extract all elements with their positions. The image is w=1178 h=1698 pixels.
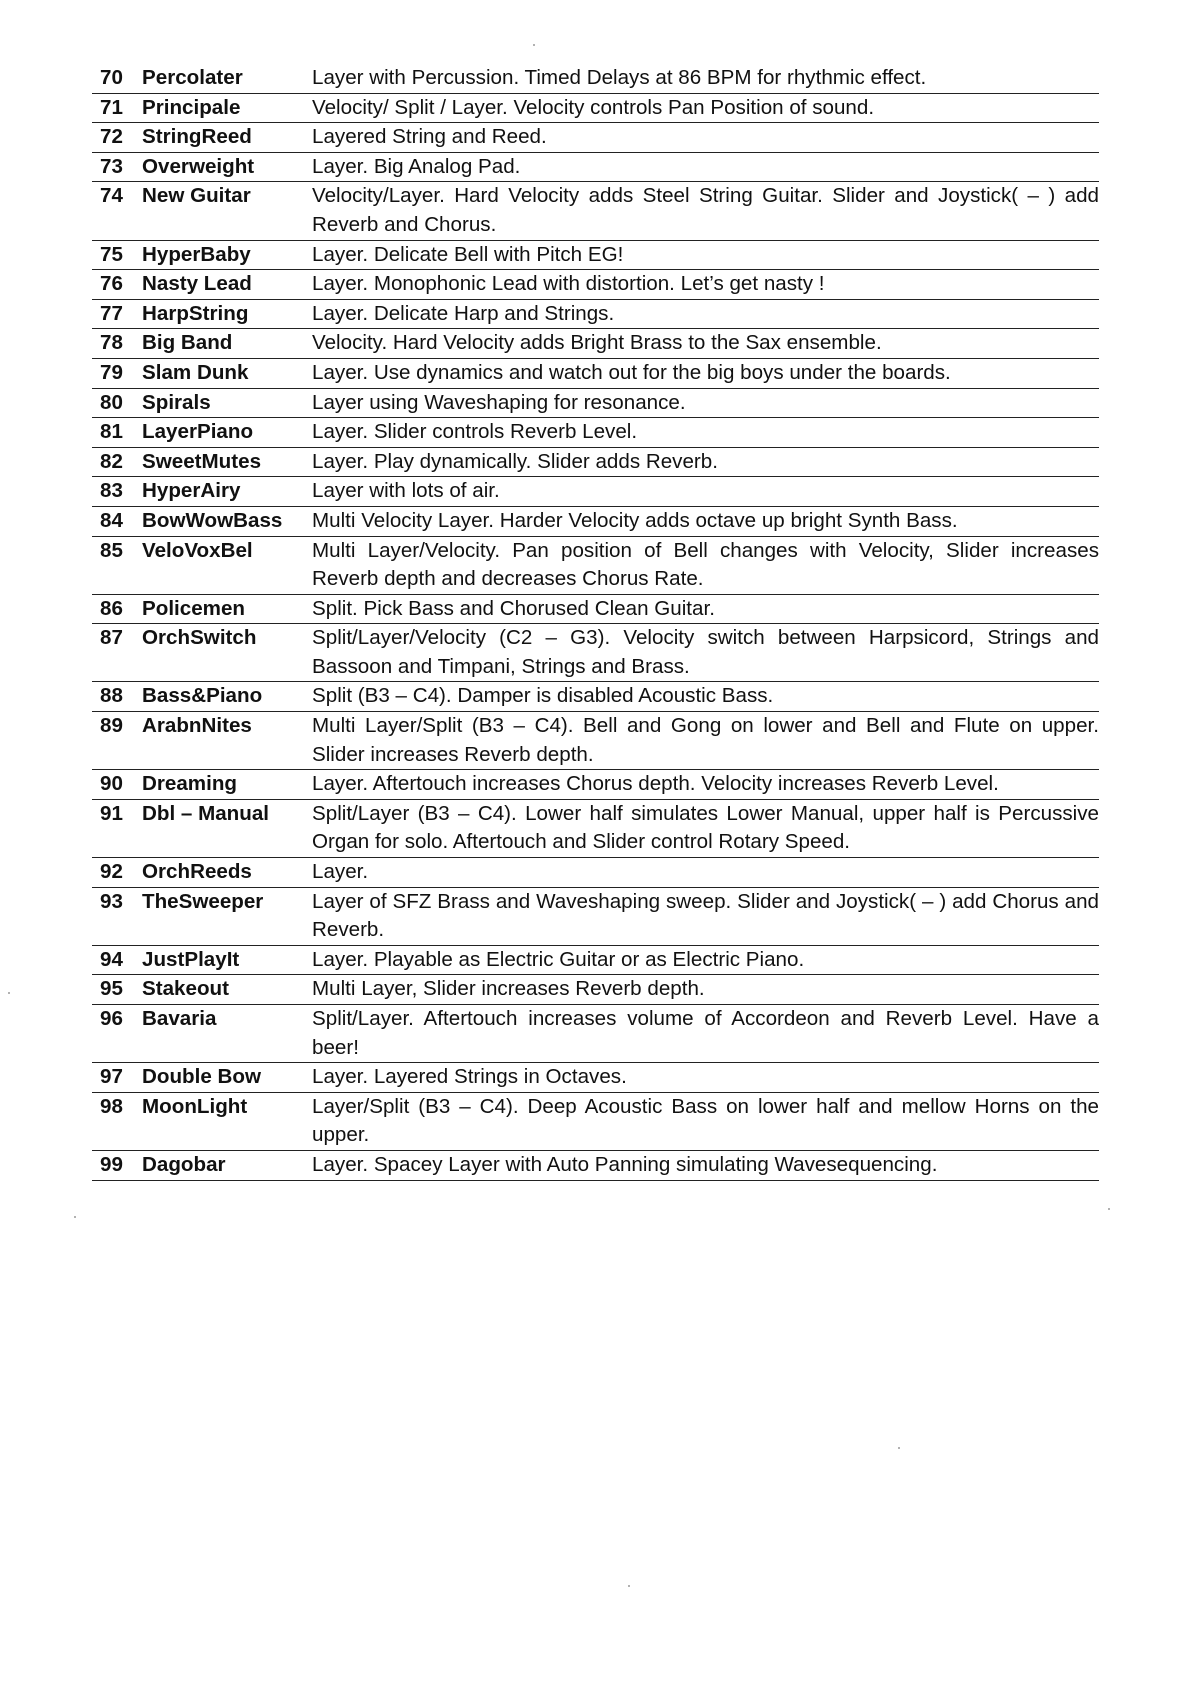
patch-number: 80 — [92, 388, 142, 418]
patch-number: 88 — [92, 682, 142, 712]
patch-description: Layer. Spacey Layer with Auto Panning simulating Wavesequencing. — [312, 1150, 1099, 1180]
patch-row — [92, 418, 1099, 448]
patch-number: 78 — [92, 329, 142, 359]
patch-name: Bass&Piano — [142, 682, 312, 712]
patch-number: 76 — [92, 270, 142, 300]
patch-number: 71 — [92, 93, 142, 123]
patch-row — [92, 799, 1099, 857]
patch-number: 90 — [92, 770, 142, 800]
patch-name: Bavaria — [142, 1005, 312, 1063]
patch-list-body — [92, 64, 1099, 1180]
patch-name: ArabnNites — [142, 712, 312, 770]
patch-name: Double Bow — [142, 1063, 312, 1093]
patch-number: 94 — [92, 945, 142, 975]
patch-name: Slam Dunk — [142, 358, 312, 388]
patch-name: Overweight — [142, 152, 312, 182]
patch-row — [92, 477, 1099, 507]
patch-name: BowWowBass — [142, 506, 312, 536]
patch-row — [92, 1063, 1099, 1093]
patch-row — [92, 536, 1099, 594]
patch-name: Principale — [142, 93, 312, 123]
patch-row — [92, 975, 1099, 1005]
patch-row — [92, 270, 1099, 300]
patch-name: VeloVoxBel — [142, 536, 312, 594]
patch-row — [92, 594, 1099, 624]
patch-description: Layer. Aftertouch increases Chorus depth. Velocity increases Reverb Level. — [312, 770, 1099, 800]
scan-speck — [1108, 1208, 1110, 1210]
patch-number: 86 — [92, 594, 142, 624]
patch-number: 75 — [92, 240, 142, 270]
patch-description: Velocity/Layer. Hard Velocity adds Steel String Guitar. Slider and Joystick( – ) add Reverb and Chorus. — [312, 182, 1099, 240]
patch-name: TheSweeper — [142, 887, 312, 945]
patch-name: HyperAiry — [142, 477, 312, 507]
patch-number: 99 — [92, 1150, 142, 1180]
patch-number: 91 — [92, 799, 142, 857]
patch-list-table — [92, 64, 1099, 1181]
patch-description: Multi Layer/Velocity. Pan position of Bell changes with Velocity, Slider increases Reverb depth and decreases Chorus Rate. — [312, 536, 1099, 594]
patch-description: Split (B3 – C4). Damper is disabled Acoustic Bass. — [312, 682, 1099, 712]
patch-name: Dbl – Manual — [142, 799, 312, 857]
patch-name: Dreaming — [142, 770, 312, 800]
scan-speck — [898, 1447, 900, 1449]
patch-row — [92, 182, 1099, 240]
patch-row — [92, 945, 1099, 975]
patch-number: 93 — [92, 887, 142, 945]
patch-row — [92, 887, 1099, 945]
scan-speck — [74, 1216, 76, 1218]
patch-row — [92, 770, 1099, 800]
patch-description: Layer of SFZ Brass and Waveshaping sweep. Slider and Joystick( – ) add Chorus and Reverb. — [312, 887, 1099, 945]
patch-name: Percolater — [142, 64, 312, 93]
patch-name: OrchReeds — [142, 858, 312, 888]
scan-speck — [628, 1585, 630, 1587]
patch-description: Layer. Delicate Harp and Strings. — [312, 299, 1099, 329]
patch-description: Layer. Monophonic Lead with distortion. Let’s get nasty ! — [312, 270, 1099, 300]
scan-speck — [533, 44, 535, 46]
patch-name: New Guitar — [142, 182, 312, 240]
patch-row — [92, 123, 1099, 153]
patch-description: Layered String and Reed. — [312, 123, 1099, 153]
patch-number: 81 — [92, 418, 142, 448]
patch-number: 85 — [92, 536, 142, 594]
patch-description: Layer using Waveshaping for resonance. — [312, 388, 1099, 418]
patch-row — [92, 1092, 1099, 1150]
patch-name: Nasty Lead — [142, 270, 312, 300]
patch-description: Multi Layer, Slider increases Reverb depth. — [312, 975, 1099, 1005]
patch-number: 72 — [92, 123, 142, 153]
patch-name: Policemen — [142, 594, 312, 624]
patch-number: 84 — [92, 506, 142, 536]
patch-row — [92, 358, 1099, 388]
patch-name: SweetMutes — [142, 447, 312, 477]
patch-number: 82 — [92, 447, 142, 477]
patch-row — [92, 1005, 1099, 1063]
patch-number: 95 — [92, 975, 142, 1005]
patch-number: 73 — [92, 152, 142, 182]
patch-description: Layer. Playable as Electric Guitar or as Electric Piano. — [312, 945, 1099, 975]
patch-name: Big Band — [142, 329, 312, 359]
patch-description: Multi Layer/Split (B3 – C4). Bell and Gong on lower and Bell and Flute on upper. Slider increases Reverb depth. — [312, 712, 1099, 770]
patch-number: 89 — [92, 712, 142, 770]
patch-number: 83 — [92, 477, 142, 507]
patch-name: Spirals — [142, 388, 312, 418]
patch-description: Split. Pick Bass and Chorused Clean Guitar. — [312, 594, 1099, 624]
patch-number: 87 — [92, 624, 142, 682]
patch-name: MoonLight — [142, 1092, 312, 1150]
patch-row — [92, 712, 1099, 770]
patch-row — [92, 447, 1099, 477]
patch-name: Dagobar — [142, 1150, 312, 1180]
patch-name: StringReed — [142, 123, 312, 153]
patch-name: JustPlayIt — [142, 945, 312, 975]
patch-row — [92, 388, 1099, 418]
patch-name: HyperBaby — [142, 240, 312, 270]
patch-description: Velocity/ Split / Layer. Velocity controls Pan Position of sound. — [312, 93, 1099, 123]
patch-description: Layer. Play dynamically. Slider adds Reverb. — [312, 447, 1099, 477]
patch-row — [92, 93, 1099, 123]
patch-name: HarpString — [142, 299, 312, 329]
patch-description: Split/Layer/Velocity (C2 – G3). Velocity switch between Harpsicord, Strings and Bassoon and Timpani, Strings and Brass. — [312, 624, 1099, 682]
patch-number: 77 — [92, 299, 142, 329]
patch-description: Layer with Percussion. Timed Delays at 86 BPM for rhythmic effect. — [312, 64, 1099, 93]
patch-number: 70 — [92, 64, 142, 93]
patch-row — [92, 152, 1099, 182]
patch-description: Layer. Delicate Bell with Pitch EG! — [312, 240, 1099, 270]
patch-row — [92, 240, 1099, 270]
patch-row — [92, 64, 1099, 93]
patch-row — [92, 682, 1099, 712]
patch-description: Layer. — [312, 858, 1099, 888]
patch-name: Stakeout — [142, 975, 312, 1005]
patch-description: Layer. Big Analog Pad. — [312, 152, 1099, 182]
patch-description: Velocity. Hard Velocity adds Bright Brass to the Sax ensemble. — [312, 329, 1099, 359]
patch-row — [92, 506, 1099, 536]
patch-number: 97 — [92, 1063, 142, 1093]
patch-name: LayerPiano — [142, 418, 312, 448]
patch-description: Multi Velocity Layer. Harder Velocity adds octave up bright Synth Bass. — [312, 506, 1099, 536]
patch-row — [92, 858, 1099, 888]
patch-row — [92, 329, 1099, 359]
patch-name: OrchSwitch — [142, 624, 312, 682]
patch-number: 74 — [92, 182, 142, 240]
patch-number: 92 — [92, 858, 142, 888]
patch-number: 96 — [92, 1005, 142, 1063]
patch-description: Layer. Use dynamics and watch out for the big boys under the boards. — [312, 358, 1099, 388]
patch-description: Layer with lots of air. — [312, 477, 1099, 507]
patch-description: Layer. Layered Strings in Octaves. — [312, 1063, 1099, 1093]
patch-number: 98 — [92, 1092, 142, 1150]
patch-number: 79 — [92, 358, 142, 388]
patch-description: Layer/Split (B3 – C4). Deep Acoustic Bass on lower half and mellow Horns on the upper. — [312, 1092, 1099, 1150]
patch-row — [92, 299, 1099, 329]
scan-speck — [8, 992, 10, 994]
patch-row — [92, 1150, 1099, 1180]
patch-row — [92, 624, 1099, 682]
patch-description: Layer. Slider controls Reverb Level. — [312, 418, 1099, 448]
patch-description: Split/Layer. Aftertouch increases volume of Accordeon and Reverb Level. Have a beer! — [312, 1005, 1099, 1063]
patch-description: Split/Layer (B3 – C4). Lower half simulates Lower Manual, upper half is Percussive Organ for solo. Aftertouch and Slider control Rotary Speed. — [312, 799, 1099, 857]
